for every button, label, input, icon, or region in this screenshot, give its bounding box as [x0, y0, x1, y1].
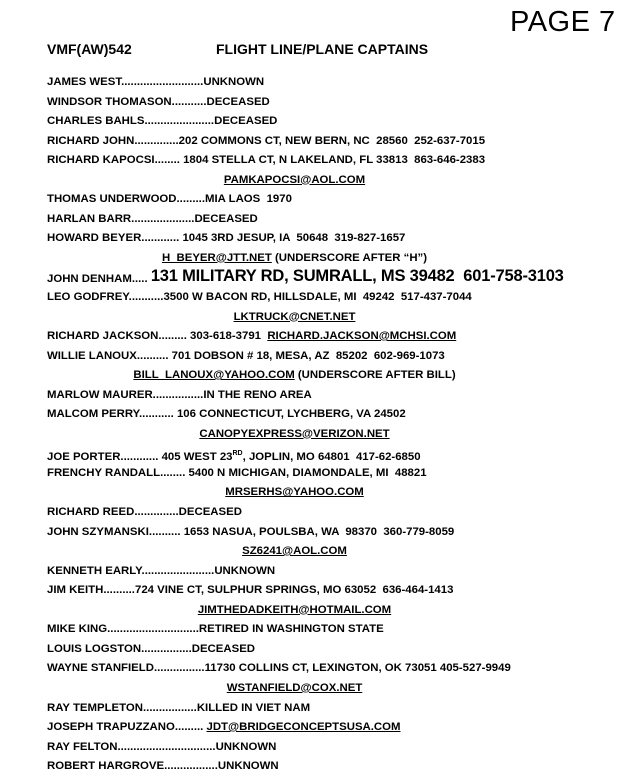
roster-entry — [47, 268, 627, 288]
roster-entry — [47, 659, 627, 679]
member-name: RICHARD KAPOCSI — [47, 154, 155, 167]
member-info: KILLED IN VIET NAM — [196, 701, 311, 714]
member-info: RETIRED IN WASHINGTON STATE — [198, 623, 384, 636]
member-name: HARLAN BARR — [47, 212, 132, 225]
member-info: 5400 N MICHIGAN, DIAMONDALE, MI 48821 — [188, 466, 427, 479]
member-info: UNKNOWN — [215, 740, 277, 753]
roster-entry — [47, 93, 627, 113]
roster-entry — [47, 347, 627, 367]
roster-entry — [47, 210, 627, 230]
roster-entry — [47, 386, 627, 406]
member-name: THOMAS UNDERWOOD — [47, 193, 177, 206]
member-info: UNKNOWN — [214, 564, 276, 577]
member-info: UNKNOWN — [217, 760, 279, 773]
email-link[interactable]: SZ6241@AOL.COM — [242, 545, 347, 558]
member-info: DECEASED — [191, 642, 256, 655]
email-link[interactable]: JDT@BRIDGECONCEPTSUSA.COM — [206, 721, 401, 734]
member-name: MIKE KING — [47, 623, 108, 636]
dot-leader: ................ — [141, 642, 192, 655]
dot-leader: ......... — [158, 330, 191, 343]
roster-entry — [47, 503, 627, 523]
roster-entry — [47, 483, 542, 503]
member-name: ROBERT HARGROVE — [47, 760, 165, 773]
member-info: 1045 3RD JESUP, IA 50648 319-827-1657 — [182, 232, 406, 245]
dot-leader: ...................... — [144, 115, 215, 128]
member-info: DECEASED — [206, 95, 270, 108]
roster-entry — [47, 562, 627, 582]
dot-leader: ....................... — [141, 564, 215, 577]
member-info: 405 WEST 23RD, JOPLIN, MO 64801 417-62-6850 — [161, 450, 421, 464]
dot-leader: ............ — [141, 232, 183, 245]
member-info: DECEASED — [178, 506, 242, 519]
member-name: JAMES WEST — [47, 76, 122, 88]
member-name: CHARLES BAHLS — [47, 115, 145, 128]
member-name: JOE PORTER — [47, 451, 121, 464]
member-name: KENNETH EARLY — [47, 564, 142, 577]
member-name: HOWARD BEYER — [47, 232, 142, 245]
roster-entry — [47, 699, 627, 719]
roster-entry — [47, 249, 542, 269]
email-link[interactable]: BILL_LANOUX@YAHOO.COM — [133, 369, 295, 382]
dot-leader: .......... — [148, 525, 184, 538]
email-link[interactable]: LKTRUCK@CNET.NET — [233, 310, 356, 323]
member-info: IN THE RENO AREA — [203, 388, 312, 401]
unit-designation: VMF(AW)542 — [47, 41, 132, 57]
email-link[interactable]: CANOPYEXPRESS@VERIZON.NET — [199, 427, 390, 440]
dot-leader: ..... — [131, 273, 151, 286]
roster-entry — [47, 327, 627, 347]
page-title: FLIGHT LINE/PLANE CAPTAINS — [216, 41, 429, 57]
member-name: FRENCHY RANDALL — [47, 466, 161, 479]
roster-entry — [47, 288, 627, 308]
roster-entry — [47, 190, 627, 210]
member-name: RAY TEMPLETON — [47, 701, 143, 714]
dot-leader: ........ — [154, 154, 184, 167]
member-info: 701 DOBSON # 18, MESA, AZ 85202 602-969-1073 — [171, 349, 445, 362]
dot-leader: ............................... — [117, 740, 216, 753]
roster-entry — [47, 679, 542, 699]
roster-entry — [47, 366, 542, 386]
roster-entry — [47, 601, 542, 621]
member-info: 303-618-3791 — [190, 330, 268, 343]
member-address: 131 MILITARY RD, SUMRALL, MS 39482 601-758-3103 — [150, 267, 564, 286]
page-number: PAGE 7 — [510, 6, 616, 38]
roster-list — [47, 73, 627, 777]
roster-entry — [47, 464, 627, 484]
email-note: (UNDERSCORE AFTER “H”) — [271, 251, 428, 264]
roster-entry — [47, 738, 627, 758]
roster-entry — [47, 308, 542, 328]
member-info: 724 VINE CT, SULPHUR SPRINGS, MO 63052 636-464-1413 — [134, 584, 454, 597]
roster-entry — [47, 620, 627, 640]
dot-leader: ......... — [174, 721, 207, 734]
roster-entry — [47, 718, 627, 738]
roster-entry — [47, 640, 627, 660]
email-link[interactable]: PAMKAPOCSI@AOL.COM — [223, 173, 366, 186]
member-name: RICHARD REED — [47, 506, 135, 519]
member-name: JOHN SZYMANSKI — [47, 525, 149, 538]
email-link[interactable]: JIMTHEDADKEITH@HOTMAIL.COM — [197, 603, 392, 616]
roster-entry — [47, 171, 542, 191]
roster-entry — [47, 229, 627, 249]
dot-leader: ........... — [128, 291, 164, 304]
dot-leader: .......... — [103, 584, 135, 597]
dot-leader: ................. — [143, 701, 197, 714]
member-name: WINDSOR THOMASON — [47, 95, 172, 108]
roster-entry — [47, 73, 627, 93]
email-link[interactable]: MRSERHS@YAHOO.COM — [225, 486, 364, 499]
member-info: 106 CONNECTICUT, LYCHBERG, VA 24502 — [176, 408, 406, 421]
member-info: MIA LAOS 1970 — [205, 193, 292, 206]
member-info: 1804 STELLA CT, N LAKELAND, FL 33813 863-646-2383 — [183, 154, 486, 167]
dot-leader: ................ — [152, 388, 204, 401]
member-name: JOHN DENHAM — [47, 273, 132, 286]
email-link[interactable]: WSTANFIELD@COX.NET — [226, 681, 363, 694]
roster-entry — [47, 151, 627, 171]
member-name: JIM KEITH — [47, 584, 104, 597]
dot-leader: ........ — [160, 466, 189, 479]
dot-leader: .................... — [131, 212, 195, 225]
roster-entry — [47, 444, 627, 464]
dot-leader: .......... — [136, 349, 172, 362]
dot-leader: ......... — [176, 193, 205, 206]
member-name: LOUIS LOGSTON — [47, 642, 142, 655]
member-name: RICHARD JACKSON — [47, 330, 159, 343]
dot-leader: ........... — [138, 408, 177, 421]
dot-leader: ............................. — [107, 623, 199, 636]
roster-entry — [47, 757, 627, 777]
dot-leader: .............. — [134, 506, 179, 519]
member-name: LEO GODFREY — [47, 291, 129, 304]
roster-entry — [47, 542, 542, 562]
member-info: 1653 NASUA, POULSBA, WA 98370 360-779-8059 — [183, 525, 455, 538]
member-name: JOSEPH TRAPUZZANO — [47, 721, 175, 734]
dot-leader: .......................... — [121, 76, 204, 88]
dot-leader: .............. — [134, 134, 179, 147]
roster-entry — [47, 425, 542, 445]
member-info: DECEASED — [194, 212, 258, 225]
email-note: (UNDERSCORE AFTER BILL) — [294, 369, 456, 382]
dot-leader: ........... — [171, 95, 207, 108]
member-name: RAY FELTON — [47, 740, 118, 753]
roster-entry — [47, 523, 627, 543]
roster-entry — [47, 405, 627, 425]
dot-leader: ................. — [164, 760, 218, 773]
dot-leader: ............ — [120, 451, 162, 464]
member-name: WAYNE STANFIELD — [47, 662, 154, 675]
email-link[interactable]: RICHARD.JACKSON@MCHSI.COM — [267, 330, 457, 343]
roster-entry — [47, 132, 627, 152]
email-link[interactable]: H_BEYER@JTT.NET — [161, 251, 272, 264]
member-info: UNKNOWN — [203, 76, 265, 88]
member-info: 11730 COLLINS CT, LEXINGTON, OK 73051 405-527-9949 — [204, 662, 511, 675]
member-info: 3500 W BACON RD, HILLSDALE, MI 49242 517-437-7044 — [163, 291, 472, 304]
member-info: DECEASED — [214, 115, 278, 128]
roster-entry — [47, 112, 627, 132]
dot-leader: ................ — [153, 662, 205, 675]
member-info: 202 COMMONS CT, NEW BERN, NC 28560 252-637-7015 — [178, 134, 486, 147]
roster-entry — [47, 581, 627, 601]
member-name: WILLIE LANOUX — [47, 349, 137, 362]
member-name: MARLOW MAURER — [47, 388, 153, 401]
member-name: MALCOM PERRY — [47, 408, 139, 421]
member-name: RICHARD JOHN — [47, 134, 135, 147]
